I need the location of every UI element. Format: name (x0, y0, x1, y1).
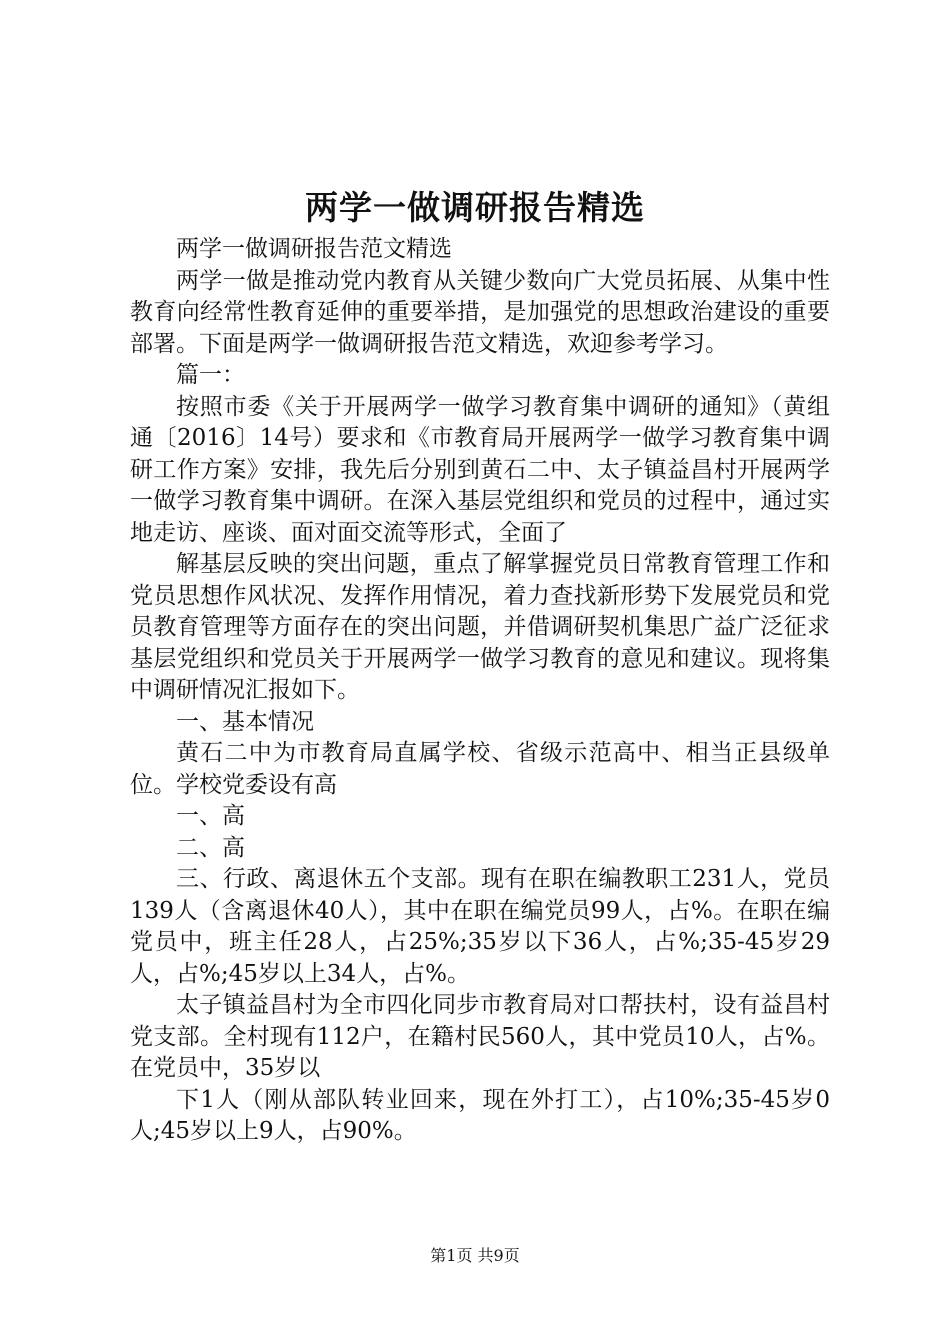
paragraph: 三、行政、离退休五个支部。现有在职在编教职工231人，党员139人（含离退休40人），其中在职在编党员99人，占%。在职在编党员中，班主任28人，占25%;35岁以下36人，占%;35-45岁29人，占%;45岁以上34人，占%。 (130, 866, 830, 987)
paragraph: 解基层反映的突出问题，重点了解掌握党员日常教育管理工作和党员思想作风状况、发挥作用情况，着力查找新形势下发展党员和党员教育管理等方面存在的突出问题，并借调研契机集思广益广泛征求基层党组织和党员关于开展两学一做学习教育的意见和建议。现将集中调研情况汇报如下。 (130, 551, 830, 703)
document-title: 两学一做调研报告精选 (305, 188, 645, 227)
paragraph: 黄石二中为市教育局直属学校、省级示范高中、相当正县级单位。学校党委设有高 (130, 740, 830, 798)
document-body (130, 234, 830, 1148)
paragraph: 按照市委《关于开展两学一做学习教育集中调研的通知》（黄组通〔2016〕14号）要求和《市教育局开展两学一做学习教育集中调研工作方案》安排，我先后分别到黄石二中、太子镇益昌村开展两学一做学习教育集中调研。在深入基层党组织和党员的过程中，通过实地走访、座谈、面对面交流等形式，全面了 (130, 393, 830, 546)
paragraph: 两学一做调研报告范文精选 (176, 236, 452, 262)
paragraph: 太子镇益昌村为全市四化同步市教育局对口帮扶村，设有益昌村党支部。全村现有112户，在籍村民560人，其中党员10人，占%。在党员中，35岁以 (130, 992, 830, 1081)
paragraph: 一、高 (176, 803, 245, 829)
paragraph: 篇一： (176, 362, 245, 388)
paragraph: 下1人（刚从部队转业回来，现在外打工），占10%;35-45岁0人;45岁以上9人，占90%。 (130, 1086, 830, 1144)
page-number-footer: 第1页 共9页 (430, 1246, 520, 1265)
paragraph: 二、高 (176, 834, 245, 861)
paragraph: 两学一做是推动党内教育从关键少数向广大党员拓展、从集中性教育向经常性教育延伸的重要举措，是加强党的思想政治建设的重要部署。下面是两学一做调研报告范文精选，欢迎参考学习。 (130, 267, 830, 357)
section-heading: 一、基本情况 (176, 708, 314, 735)
